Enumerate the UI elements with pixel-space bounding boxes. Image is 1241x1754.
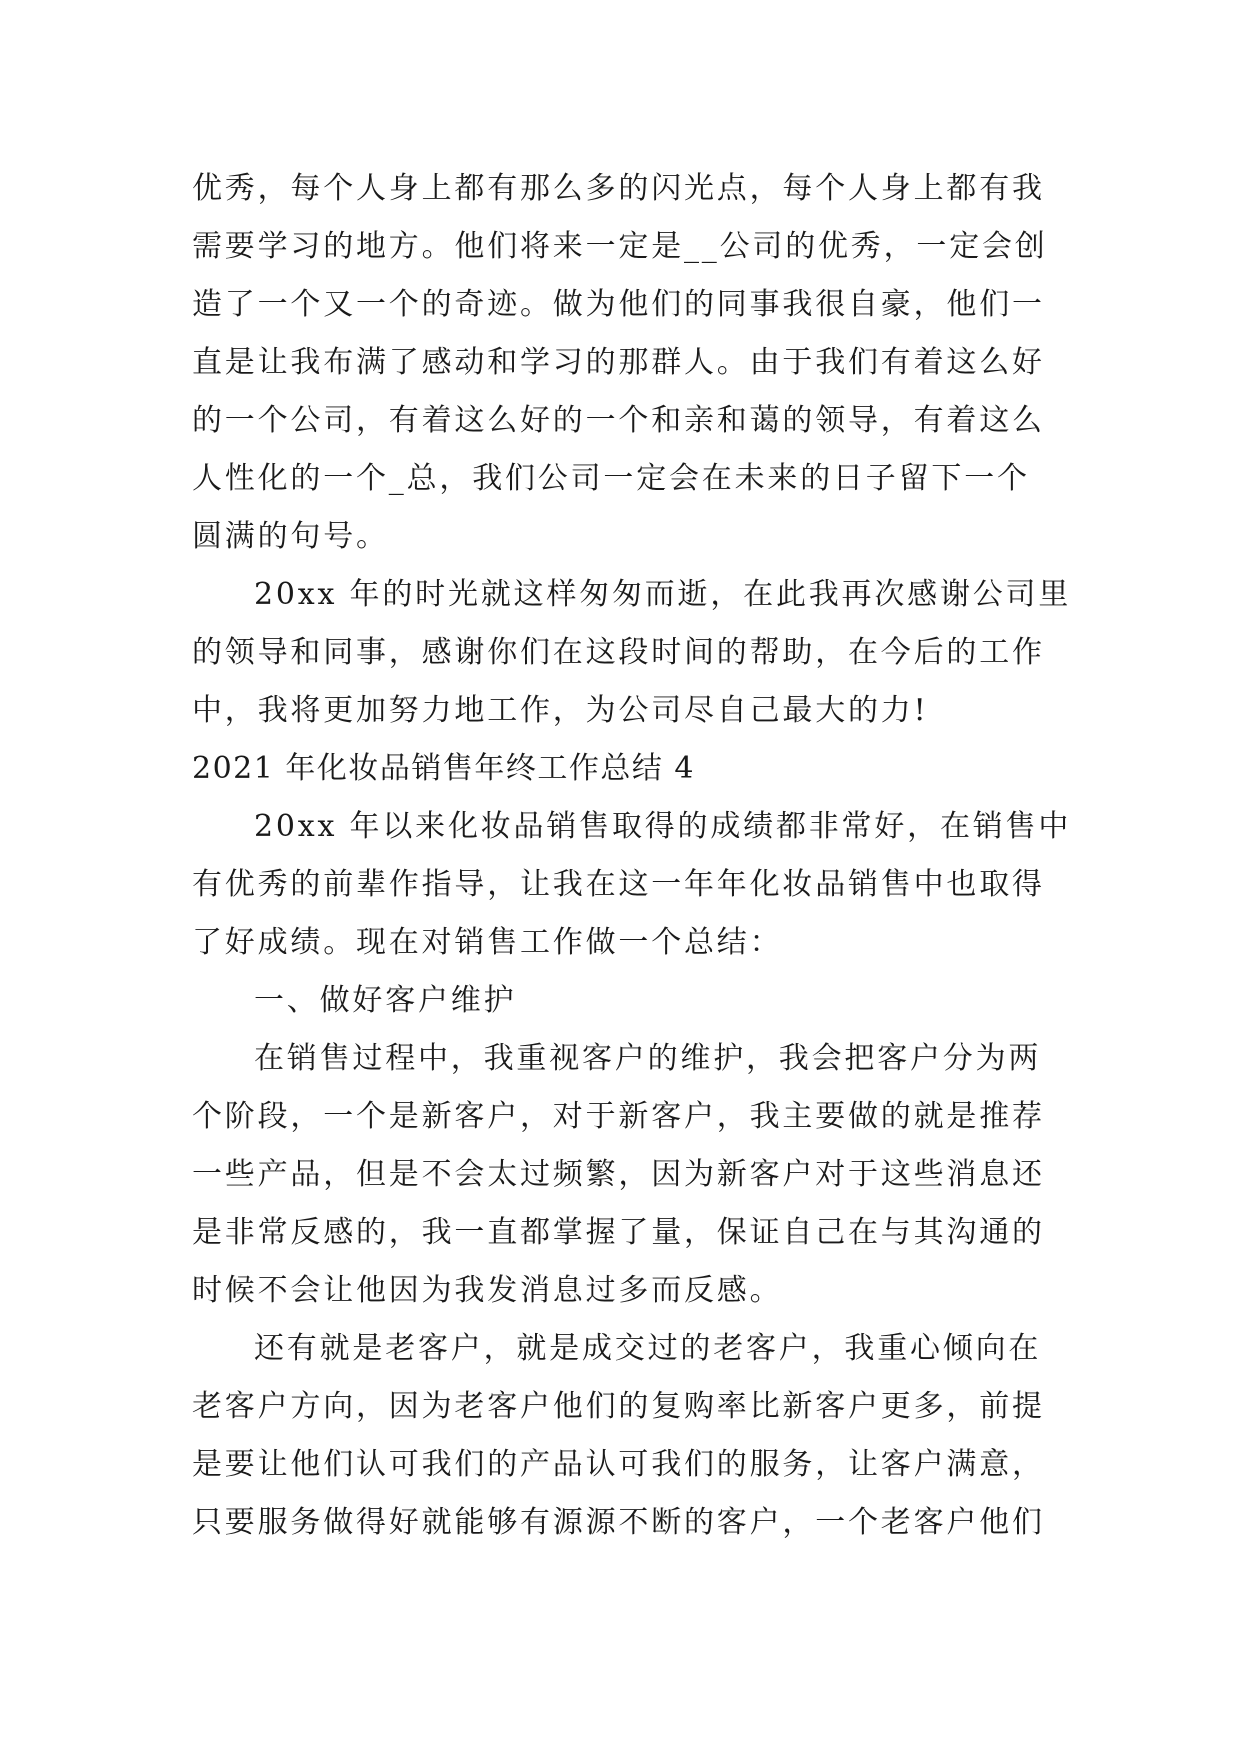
text-line: 一些产品，但是不会太过频繁，因为新客户对于这些消息还 [192, 1157, 1045, 1192]
subheading-text: 一、做好客户维护 [254, 983, 517, 1018]
text-line: 中，我将更加努力地工作，为公司尽自己最大的力! [192, 693, 929, 728]
paragraph [192, 1030, 1052, 1320]
text-line: 是非常反感的，我一直都掌握了量，保证自己在与其沟通的 [192, 1215, 1045, 1250]
paragraph [192, 566, 1072, 740]
text-line: 老客户方向，因为老客户他们的复购率比新客户更多，前提 [192, 1389, 1045, 1424]
text-line: 需要学习的地方。他们将来一定是__公司的优秀，一定会创 [192, 229, 1048, 264]
text-line: 只要服务做得好就能够有源源不断的客户，一个老客户他们 [192, 1505, 1045, 1540]
text-line: 造了一个又一个的奇迹。做为他们的同事我很自豪，他们一 [192, 287, 1045, 322]
paragraph [192, 160, 1052, 566]
section-heading [192, 740, 1052, 798]
text-line: 了好成绩。现在对销售工作做一个总结： [192, 925, 783, 960]
text-line: 20xx 年的时光就这样匆匆而逝，在此我再次感谢公司里 [254, 577, 1072, 612]
text-line: 时候不会让他因为我发消息过多而反感。 [192, 1273, 783, 1308]
heading-text: 2021 年化妆品销售年终工作总结 4 [192, 751, 696, 786]
text-line: 还有就是老客户，就是成交过的老客户，我重心倾向在 [254, 1331, 1042, 1366]
text-line: 个阶段，一个是新客户，对于新客户，我主要做的就是推荐 [192, 1099, 1045, 1134]
text-line: 人性化的一个_总，我们公司一定会在未来的日子留下一个 [192, 461, 1030, 496]
text-line: 20xx 年以来化妆品销售取得的成绩都非常好，在销售中 [254, 809, 1072, 844]
text-line: 在销售过程中，我重视客户的维护，我会把客户分为两 [254, 1041, 1042, 1076]
paragraph [192, 1320, 1052, 1552]
text-line: 优秀，每个人身上都有那么多的闪光点，每个人身上都有我 [192, 171, 1045, 206]
paragraph [192, 972, 1052, 1030]
text-line: 圆满的句号。 [192, 519, 389, 554]
text-line: 的一个公司，有着这么好的一个和亲和蔼的领导，有着这么 [192, 403, 1045, 438]
paragraph [192, 798, 1072, 972]
text-line: 直是让我布满了感动和学习的那群人。由于我们有着这么好 [192, 345, 1045, 380]
document-body [192, 160, 1072, 1552]
text-line: 是要让他们认可我们的产品认可我们的服务，让客户满意， [192, 1447, 1045, 1482]
text-line: 的领导和同事，感谢你们在这段时间的帮助，在今后的工作 [192, 635, 1045, 670]
text-line: 有优秀的前辈作指导，让我在这一年年化妆品销售中也取得 [192, 867, 1045, 902]
